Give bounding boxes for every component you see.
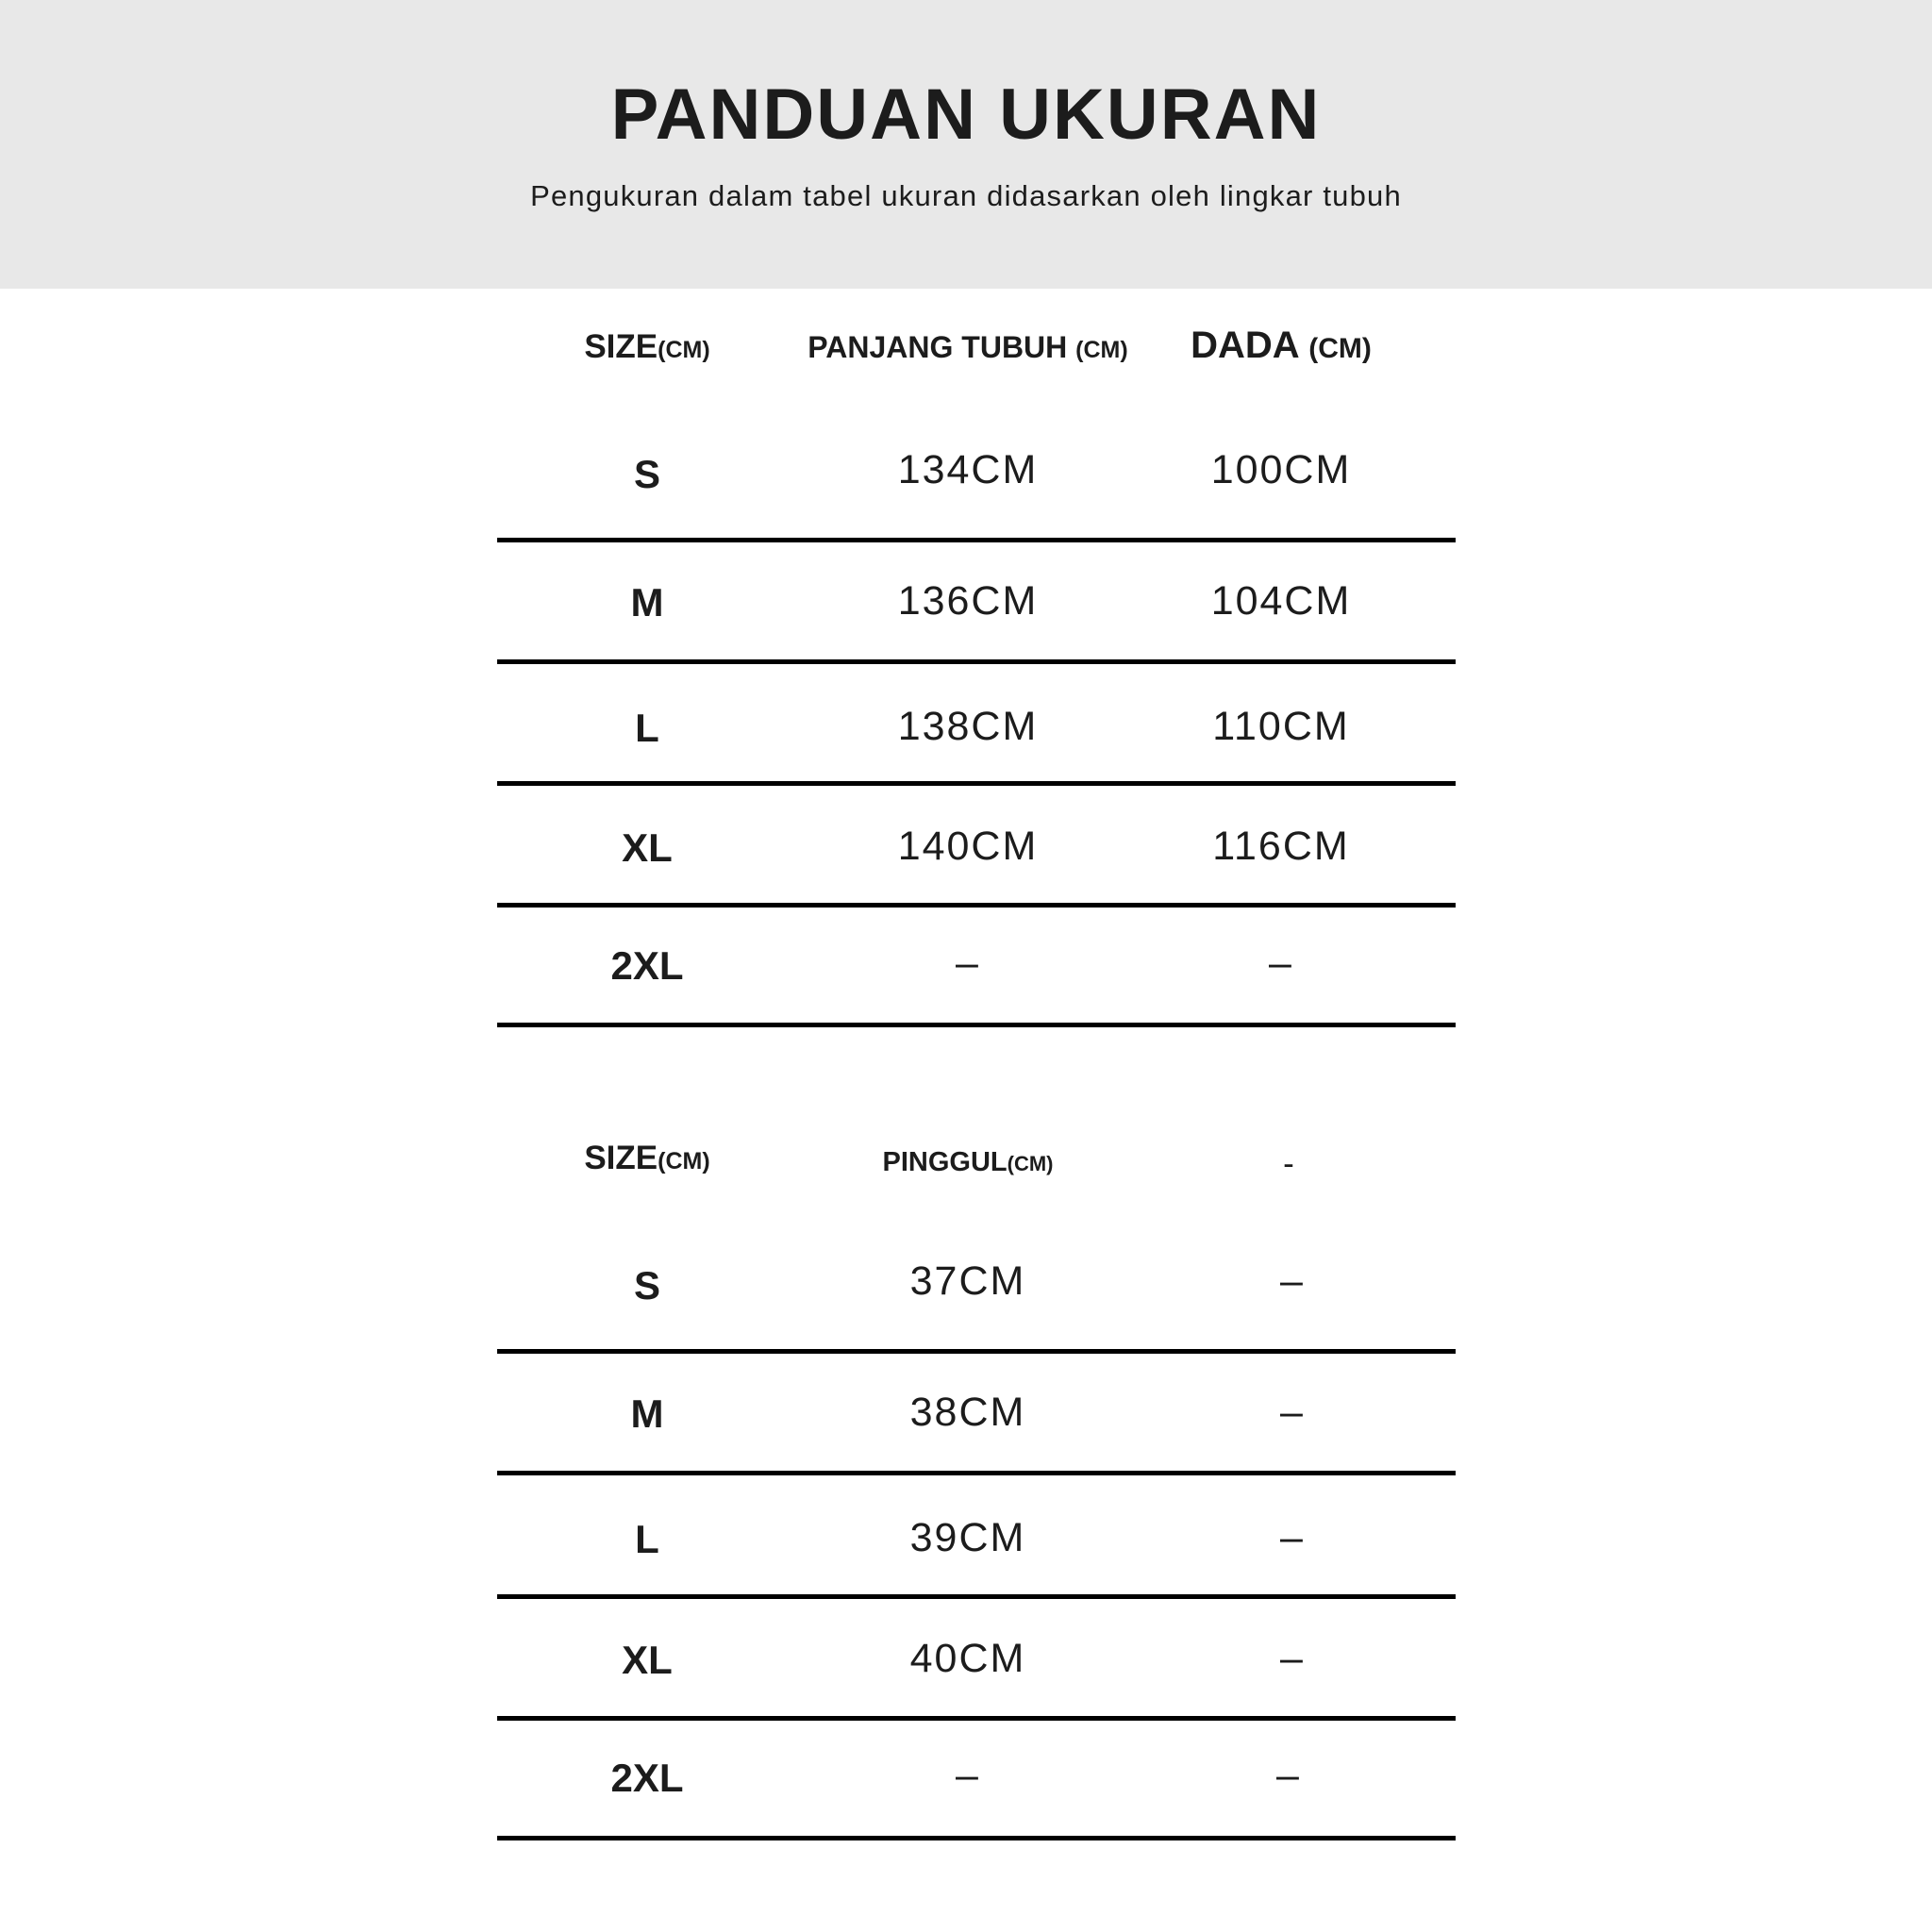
pinggul-value: 39CM [909, 1515, 1026, 1560]
pinggul-value: – [956, 1753, 980, 1798]
column-header-size: SIZE(CM) [584, 1140, 710, 1176]
size-label: 2XL [610, 1756, 684, 1800]
row-divider [497, 659, 1456, 664]
size-label: S [633, 452, 660, 496]
dada-value: – [1269, 941, 1293, 986]
row-divider [497, 1471, 1456, 1475]
size-label: L [635, 1517, 659, 1561]
panjang-tubuh-value: 136CM [897, 578, 1039, 624]
dada-value: 116CM [1212, 824, 1350, 869]
header-banner [0, 0, 1932, 289]
extra-value: – [1280, 1258, 1305, 1304]
extra-value: – [1280, 1390, 1305, 1435]
extra-value: – [1280, 1515, 1305, 1560]
pinggul-value: 40CM [909, 1636, 1026, 1681]
column-header-pinggul: PINGGUL(CM) [882, 1147, 1054, 1177]
row-divider [497, 1716, 1456, 1721]
column-header-dada: DADA (CM) [1191, 325, 1372, 366]
column-header-empty: - [1283, 1145, 1294, 1182]
row-divider [497, 1023, 1456, 1027]
row-divider [497, 1349, 1456, 1354]
panjang-tubuh-value: 138CM [897, 704, 1039, 749]
size-label: XL [622, 825, 673, 870]
page-title: PANDUAN UKURAN [610, 75, 1322, 155]
pinggul-value: 37CM [909, 1258, 1026, 1304]
column-header-size: SIZE(CM) [584, 328, 710, 365]
panjang-tubuh-value: 140CM [897, 824, 1039, 869]
size-label: M [630, 1391, 664, 1436]
size-label: M [630, 580, 664, 625]
dada-value: 100CM [1210, 447, 1352, 492]
row-divider [497, 1594, 1456, 1599]
column-header-panjang-tubuh: PANJANG TUBUH (CM) [808, 330, 1128, 364]
panjang-tubuh-value: – [956, 941, 980, 986]
size-label: 2XL [610, 943, 684, 988]
row-divider [497, 903, 1456, 908]
dada-value: 104CM [1210, 578, 1352, 624]
dada-value: 110CM [1212, 704, 1350, 749]
extra-value: – [1280, 1636, 1305, 1681]
size-label: XL [622, 1638, 673, 1682]
row-divider [497, 1836, 1456, 1840]
row-divider [497, 781, 1456, 786]
size-label: L [635, 706, 659, 750]
panjang-tubuh-value: 134CM [897, 447, 1039, 492]
extra-value: – [1276, 1753, 1301, 1798]
pinggul-value: 38CM [909, 1390, 1026, 1435]
row-divider [497, 538, 1456, 542]
size-label: S [633, 1263, 660, 1307]
page-subtitle: Pengukuran dalam tabel ukuran didasarkan oleh lingkar tubuh [530, 179, 1402, 212]
